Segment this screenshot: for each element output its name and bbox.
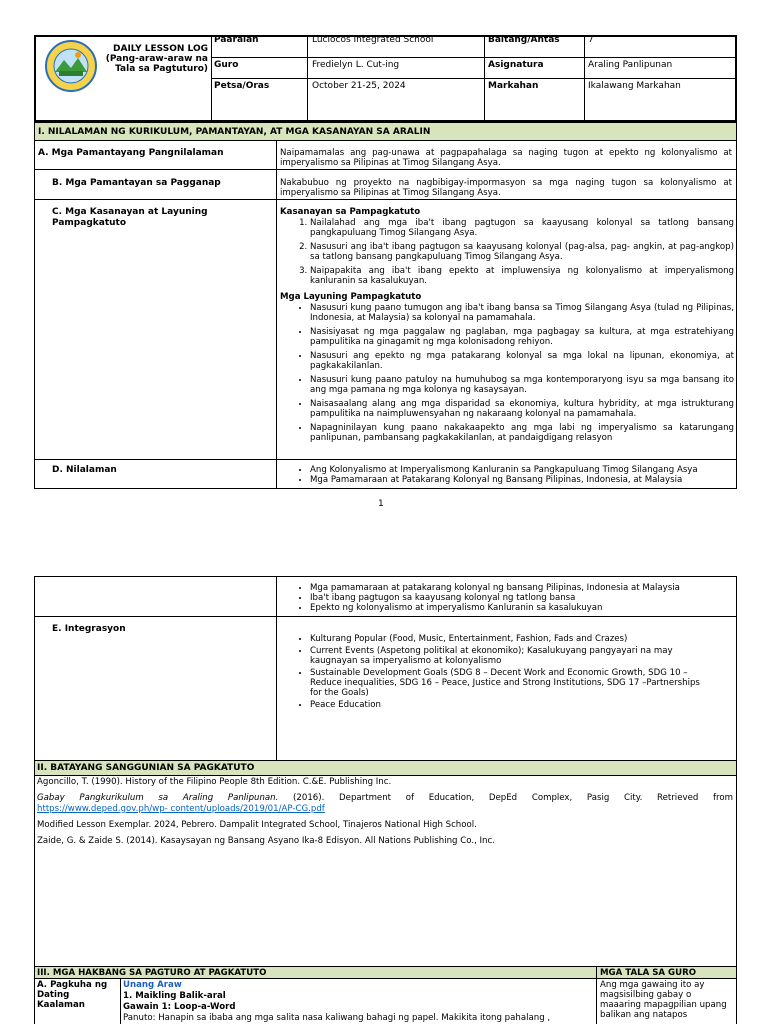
layunin-item: • Nasusuri kung paano patuloy na humuhubog sa mga kontemporaryong isyu sa mga bansang ito ang mga pamana ng mga kolonya ng kasaysayan. xyxy=(310,375,734,395)
kasanayan-item: 3. Naipapakita ang iba't ibang epekto at impluwensiya ng kolonyalismo at imperyalismong kanluranin sa kasalukuyan. xyxy=(310,266,734,286)
nilalaman-label: D. Nilalaman xyxy=(52,465,117,475)
paaralan-label: Paaralan xyxy=(214,35,259,45)
pagkuha-content xyxy=(123,980,593,1024)
dll-title-line2: (Pang-araw-araw na xyxy=(105,54,208,64)
markahan-label: Markahan xyxy=(488,81,539,91)
page-number: 1 xyxy=(378,499,384,509)
integrasyon-item: • Peace Education xyxy=(310,700,710,710)
nilalaman-continued-list xyxy=(280,583,764,613)
nilalaman-item: • Ang Kolonyalismo at Imperyalismong Kanluranin sa Pangkapuluang Timog Silangang Asya xyxy=(310,465,764,475)
nilalaman-continued-item: • Mga pamamaraan at patakarang kolonyal ng bansang Pilipinas, Indonesia at Malaysia xyxy=(310,583,764,593)
layunin-item: • Nasisiyasat ng mga paggalaw ng paglaban, mga pagbagay sa kultura, at mga estratehiyang pampulitika na ginagamit ng mga kolonisadong rehiyon. xyxy=(310,327,734,347)
pamantayang-pangnilalaman-label: A. Mga Pamantayang Pangnilalaman xyxy=(38,148,224,158)
baitang-label: Baitang/Antas xyxy=(488,35,560,45)
pamantayan-pagganap-text: Nakabubuo ng proyekto na nagbibigay-impormasyon sa mga naging tugon sa kolonyalismo at imperyalismo sa Pilipinas at Timog Silangang Asya. xyxy=(280,178,732,198)
nilalaman-continued-item: • Iba't ibang pagtugon sa kaayusang kolonyal ng tatlong bansa xyxy=(310,593,764,603)
reference-agoncillo: Agoncillo, T. (1990). History of the Filipino People 8th Edition. C.&E. Publishing Inc. xyxy=(37,777,392,787)
layunin-item: • Naisasaalang alang ang mga disparidad sa ekonomiya, kultura hybridity, at mga istrukturang pampulitika na naimpluwensyahan ng nakaraang kolonyal na pamamahala. xyxy=(310,399,734,419)
nilalaman-list xyxy=(280,465,764,485)
layunin-list xyxy=(280,303,734,443)
section1-title: I. NILALAMAN NG KURIKULUM, PAMANTAYAN, AT MGA KASANAYAN SA ARALIN xyxy=(38,127,431,137)
reference-zaide: Zaide, G. & Zaide S. (2014). Kasaysayan ng Bansang Asyano Ika-8 Edisyon. All Nations Publishing Co., Inc. xyxy=(37,836,495,846)
asignatura-label: Asignatura xyxy=(488,60,544,70)
pamantayang-pangnilalaman-text: Naipamamalas ang pag-unawa at pagpapahalaga sa naging tugon at epekto ng kolonyalismo at imperyalismo sa Pilipinas at Timog Silangang Asya. xyxy=(280,148,732,168)
petsa-label: Petsa/Oras xyxy=(214,81,270,91)
layunin-item: • Napagninilayan kung paano nakakaapekto ang mga labi ng imperyalismo sa katarungang panlipunan, pambansang pagkakakilanlan, at pandaigdigang relasyon xyxy=(310,423,734,443)
reference-gabay xyxy=(37,793,733,804)
pagkuha-label-line1: A. Pagkuha ng xyxy=(37,980,108,990)
integrasyon-item: • Kulturang Popular (Food, Music, Entertainment, Fashion, Fads and Crazes) xyxy=(310,634,710,644)
asignatura-value: Araling Panlipunan xyxy=(588,60,673,70)
balik-aral-heading: 1. Maikling Balik-aral xyxy=(123,991,226,1001)
reference-gabay-rest: (2016). Department of Education, DepEd Complex, Pasig City. Retrieved from xyxy=(278,793,733,803)
integrasyon-label: E. Integrasyon xyxy=(52,624,126,634)
integrasyon-item: • Sustainable Development Goals (SDG 8 – Decent Work and Economic Growth, SDG 10 – Reduce inequalities, SDG 16 – Peace, Justice and Strong Institutions, SDG 17 –Partnerships for the Goals) xyxy=(310,668,710,698)
paaralan-value: Luclocos Integrated School xyxy=(312,35,434,45)
unang-araw-label: Unang Araw xyxy=(123,980,182,990)
kasanayan-layunin-label: C. Mga Kasanayan at Layuning Pampagkatuto xyxy=(52,207,208,228)
baitang-value: 7 xyxy=(588,35,594,45)
nilalaman-continued-item: • Epekto ng kolonyalismo at imperyalismo Kanluranin sa kasalukuyan xyxy=(310,603,764,613)
reference-exemplar: Modified Lesson Exemplar. 2024, Pebrero. Dampalit Integrated School, Tinajeros National High School. xyxy=(37,820,477,830)
kasanayan-heading: Kasanayan sa Pampagkatuto xyxy=(280,207,421,217)
school-logo xyxy=(45,40,97,92)
section3-notes-title: MGA TALA SA GURO xyxy=(600,968,696,978)
section2-title: II. BATAYANG SANGGUNIAN SA PAGKATUTO xyxy=(37,763,255,773)
panuto-text: Panuto: Hanapin sa ibaba ang mga salita nasa kaliwang bahagi ng papel. Makikita itong pahalang , xyxy=(123,1013,551,1023)
pamantayan-pagganap-label: B. Mga Pamantayan sa Pagganap xyxy=(52,178,221,188)
integrasyon-item: • Current Events (Aspetong politikal at ekonomiko); Kasalukuyang pangyayari na may kaugnayan sa imperyalismo at kolonyalismo xyxy=(310,646,710,666)
reference-curriculum-link[interactable]: https://www.deped.gov.ph/wp- content/uploads/2019/01/AP-CG.pdf xyxy=(37,804,325,814)
kasanayan-list xyxy=(280,218,734,286)
layunin-item: • Nasusuri kung paano tumugon ang iba't ibang bansa sa Timog Silangang Asya (tulad ng Pilipinas, Indonesia, at Malaysia) sa kolonyal na pamamahala. xyxy=(310,303,734,323)
guro-value: Fredielyn L. Cut-ing xyxy=(312,60,400,70)
pagkuha-label-line2: Dating xyxy=(37,990,70,1000)
dll-title xyxy=(100,44,208,74)
layunin-item: • Nasusuri ang epekto ng mga patakarang kolonyal sa mga lokal na lipunan, ekonomiya, at pagkakakilanlan. xyxy=(310,351,734,371)
petsa-value: October 21-25, 2024 xyxy=(312,81,406,91)
guro-label: Guro xyxy=(214,60,239,70)
gawain-heading: Gawain 1: Loop-a-Word xyxy=(123,1002,236,1012)
dll-title-line1: DAILY LESSON LOG xyxy=(113,44,208,54)
kasanayan-item: 2. Nasusuri ang iba't ibang pagtugon sa kaayusang kolonyal (pag-alsa, pag- angkin, at pag-angkop) sa tatlong bansang pangkapuluang Timog Silangang Asya. xyxy=(310,242,734,262)
references xyxy=(37,777,733,847)
tala-sa-guro-text: Ang mga gawaing ito ay magsisilbing gabay o maaaring mapagpilian upang balikan ang natapos xyxy=(600,980,727,1020)
integrasyon-list xyxy=(280,634,710,712)
reference-gabay-title: Gabay Pangkurikulum sa Araling Panlipunan. xyxy=(37,793,279,803)
dll-title-line3: Tala sa Pagtuturo) xyxy=(115,64,208,74)
nilalaman-item: • Mga Pamamaraan at Patakarang Kolonyal ng Bansang Pilipinas, Indonesia, at Malaysia xyxy=(310,475,764,485)
kasanayan-layunin-content xyxy=(280,207,734,447)
pagkuha-label-line3: Kaalaman xyxy=(37,1000,85,1010)
pagkuha-label xyxy=(37,980,107,1010)
kasanayan-item: 1. Nailalahad ang mga iba't ibang pagtugon sa kaayusang kolonyal sa tatlong bansang pangkapuluang Timog Silangang Asya. xyxy=(310,218,734,238)
layunin-heading: Mga Layuning Pampagkatuto xyxy=(280,292,422,302)
section3-title: III. MGA HAKBANG SA PAGTURO AT PAGKATUTO xyxy=(37,968,267,978)
markahan-value: Ikalawang Markahan xyxy=(588,81,681,91)
